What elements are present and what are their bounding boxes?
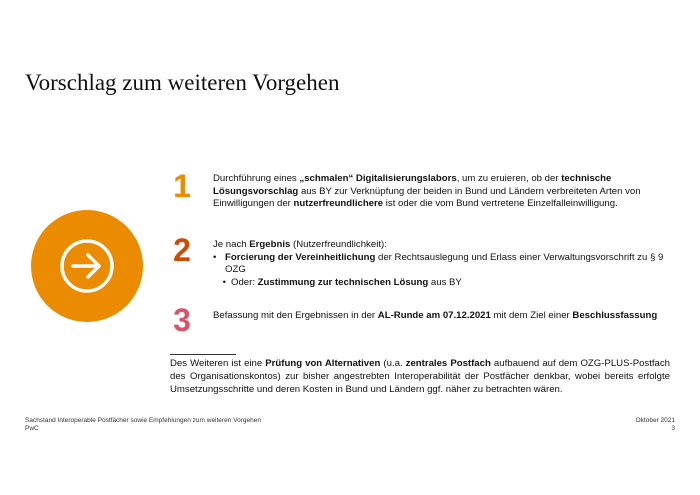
step-number-3: 3 — [173, 302, 191, 338]
step-number-2: 2 — [173, 232, 191, 268]
separator-line — [170, 354, 236, 355]
conclusion-text: Des Weiteren ist eine Prüfung von Alternativen (u.a. zentrales Postfach aufbauend auf dem OZG-PLUS-Postfach des Organisationskontos) zur bisher angestrebten Interoperabilität der Postfächer denkbar, wobei bereits erfolgte Umsetzungsschritte und deren Kosten in Bund und Ländern ggf. näher zu betrachten wären. — [170, 358, 671, 395]
page-number: 3 — [671, 425, 675, 432]
step-3-text: Befassung mit den Ergebnissen in der AL-Runde am 07.12.2021 mit dem Ziel einer Beschlussfassung — [213, 310, 658, 321]
step-1-text: Durchführung eines „schmalen“ Digitalisierungslabors, um zu eruieren, ob der technische Lösungsvorschlag aus BY zur Verknüpfung der beiden in Bund und Ländern verbreiteten Arten von Einwilligungen der nutzerfreundlichere ist oder die vom Bund vertretene Einzelfalleinwilligung. — [213, 173, 641, 210]
footer-date: Oktober 2021 — [635, 417, 675, 424]
footer-document-title: Sachstand Interoperable Postfächer sowie Empfehlungen zum weiteren Vorgehen — [25, 417, 261, 424]
bullet-item: • Forcierung der Vereinheitlichung der Rechtsauslegung und Erlass einer Verwaltungsvorschrift zu § 9 OZG — [213, 251, 664, 276]
page-title: Vorschlag zum weiteren Vorgehen — [25, 70, 340, 95]
bullet-marker: • — [222, 276, 226, 288]
bullet-marker: • — [213, 251, 217, 263]
bullet-item: • Oder: Zustimmung zur technischen Lösung aus BY — [213, 277, 673, 290]
arrow-right-circle-icon — [31, 210, 143, 322]
step-number-1: 1 — [173, 168, 191, 204]
footer-company: PwC — [25, 425, 39, 432]
step-2-text: Je nach Ergebnis (Nutzerfreundlichkeit): • Forcierung der Vereinheitlichung der Rechtsauslegung und Erlass einer Verwaltungsvorschrift zu § 9 OZG • Oder: Zustimmung zur technischen Lösung aus BY — [213, 239, 673, 289]
